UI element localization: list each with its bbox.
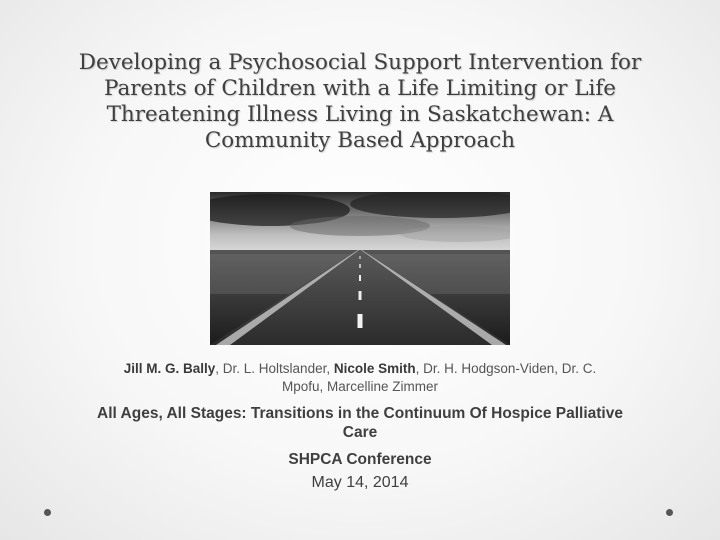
author-separator: , <box>215 361 223 376</box>
author-list <box>115 360 605 396</box>
author-separator: , <box>415 361 424 376</box>
author-name: Dr. C. Mpofu <box>281 361 597 394</box>
decorative-dot-right <box>666 509 673 516</box>
decorative-dot-left <box>44 509 51 516</box>
author-separator: , <box>326 361 334 376</box>
author-name: Dr. L. Holtslander <box>222 361 327 376</box>
conference-theme: All Ages, All Stages: Transitions in the Continuum Of Hospice Palliative Care <box>97 405 623 441</box>
author-separator: , <box>554 361 562 376</box>
slide-title: Developing a Psychosocial Support Intervention for Parents of Children with a Life Limiting or Life Threatening Illness Living in Saskatchewan: A Community Based Approach <box>78 50 642 153</box>
author-name: Dr. H. Hodgson-Viden <box>423 361 555 376</box>
author-name: Jill M. G. Bally <box>123 361 216 376</box>
road-photo-graphic <box>210 192 510 345</box>
author-name: Marcelline Zimmer <box>327 379 439 394</box>
author-name: Nicole Smith <box>333 361 416 376</box>
presentation-date: May 14, 2014 <box>311 474 409 491</box>
road-photo <box>210 192 510 345</box>
author-separator: , <box>319 379 328 394</box>
conference-name: SHPCA Conference <box>288 451 432 468</box>
